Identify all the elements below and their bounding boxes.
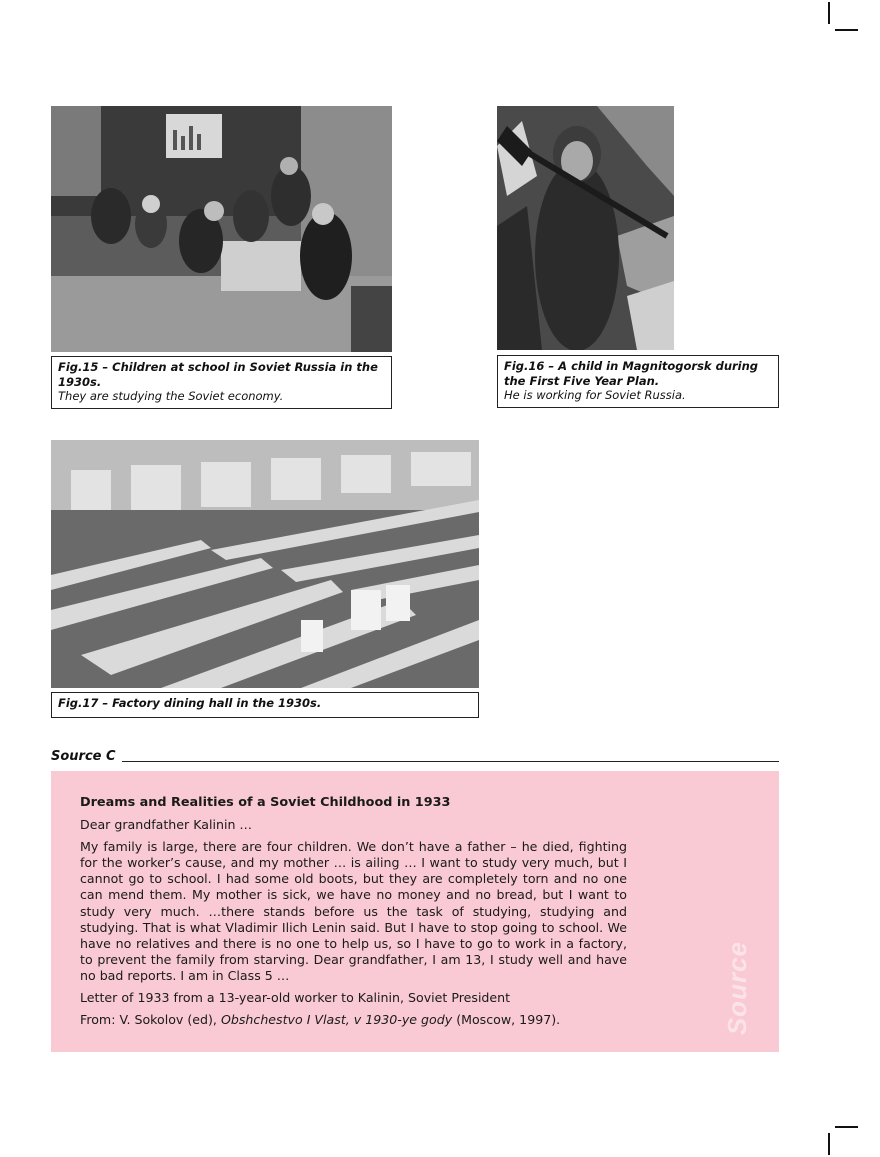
source-side-label: Source [722,941,752,1036]
source-attribution: Letter of 1933 from a 13-year-old worker to Kalinin, Soviet President [80,990,511,1006]
source-heading [51,749,779,767]
fig15-caption-note: They are studying the Soviet economy. [58,389,284,403]
source-heading-label: Source C [51,749,122,764]
crop-mark-bottom-horizontal [835,1126,858,1128]
source-box [51,771,779,1052]
fig17-caption [51,692,479,718]
fig15-caption-label: Fig.15 – Children at school in Soviet Russia in the 1930s. [58,360,378,389]
source-heading-rule [51,761,779,762]
citation-prefix: From: V. Sokolov (ed), [80,1012,217,1028]
fig16-caption [497,355,779,408]
source-title: Dreams and Realities of a Soviet Childhood in 1933 [80,795,451,810]
source-citation [80,1012,627,1028]
fig16-caption-note: He is working for Soviet Russia. [504,388,686,402]
crop-mark-top-horizontal [835,29,858,31]
citation-suffix: (Moscow, 1997). [456,1012,561,1028]
fig17-caption-label: Fig.17 – Factory dining hall in the 1930s. [58,696,322,710]
dining-hall-photo [51,440,479,688]
source-salutation: Dear grandfather Kalinin … [80,817,253,833]
crop-mark-top-vertical [828,2,830,24]
source-body: My family is large, there are four children. We don’t have a father – he died, fighting for the worker’s cause, and my mother … is ailing … I want to study very much, but I cannot go to school. I had some old boots, but they are completely torn and no one can mend them. My mother is sick, we have no money and no bread, but I want to study very much. …there stands before us the task of studying, studying and studying. That is what Vladimir Ilich Lenin said. But I have to stop going to school. We have no relatives and there is no one to help us, so I have to go to work in a factory, to prevent the family from starving. Dear grandfather, I am 13, I study well and have no bad reports. I am in Class 5 … [80,839,627,983]
fig15-caption [51,356,392,409]
crop-mark-bottom-vertical [828,1133,830,1155]
child-worker-photo [497,106,674,350]
citation-title: Obshchestvo I Vlast, v 1930-ye gody [220,1012,453,1028]
classroom-photo [51,106,392,352]
fig16-caption-label: Fig.16 – A child in Magnitogorsk during the First Five Year Plan. [504,359,759,388]
